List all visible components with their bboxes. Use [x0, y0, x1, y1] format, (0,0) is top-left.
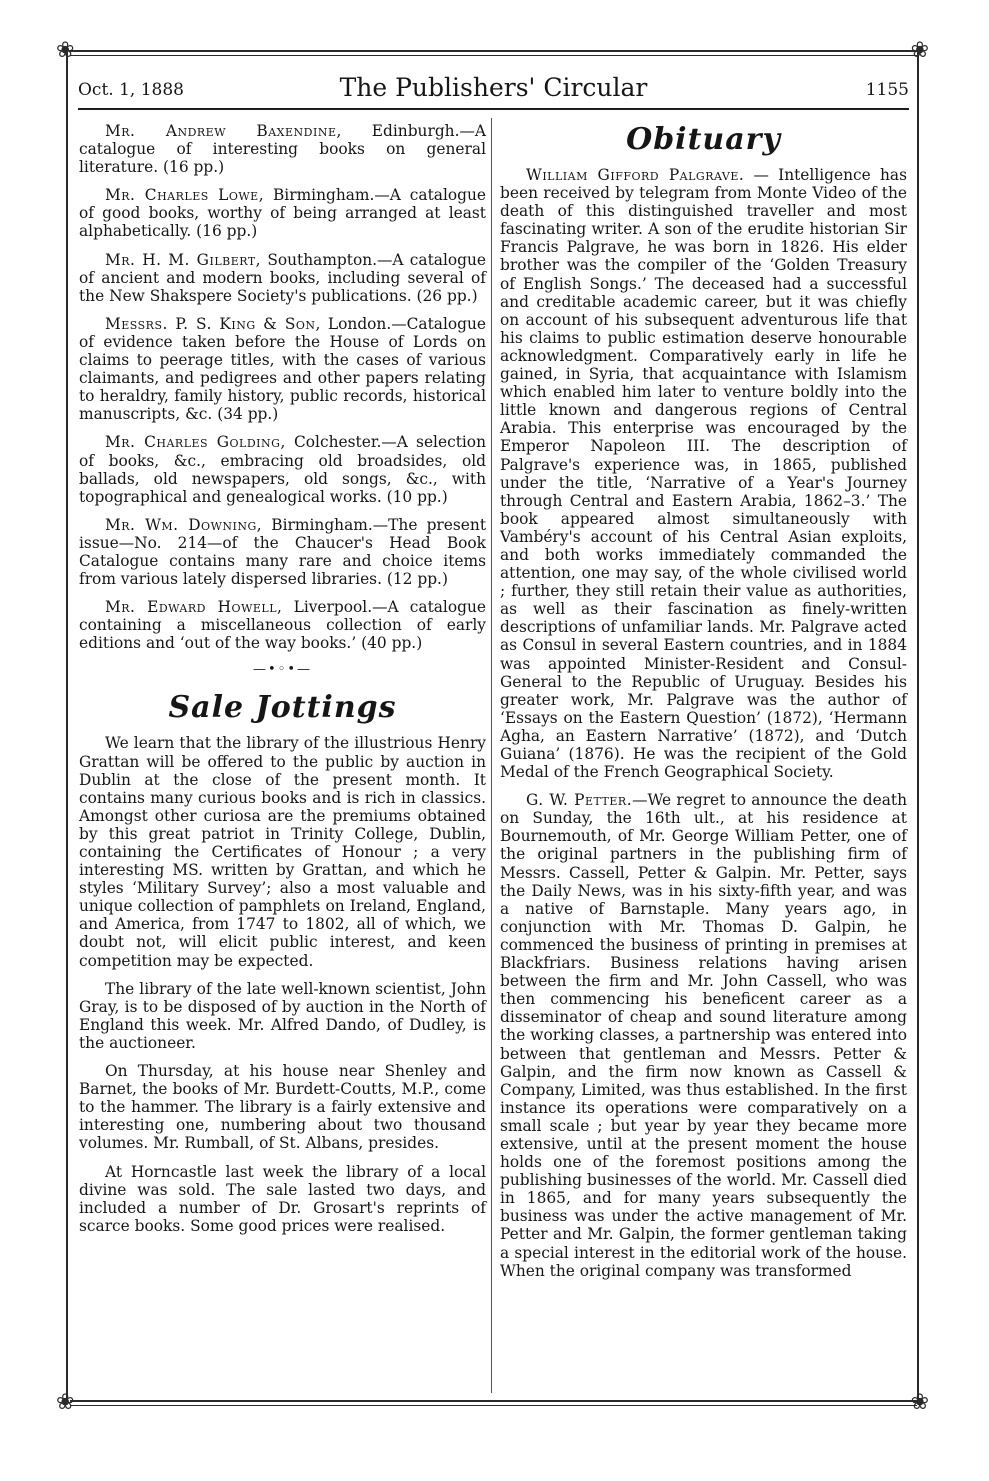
catalogue-bookseller: Mr. Wm. Downing,: [105, 515, 263, 534]
obituary-entry: [500, 166, 907, 781]
journal-title: The Publishers' Circular: [339, 73, 648, 102]
catalogue-bookseller: Mr. Andrew Baxendine,: [105, 122, 342, 140]
catalogue-text: Southampton.—A catalogue of ancient and modern books, including several of the New Shakspere Society's publications. (26 pp.): [79, 250, 487, 305]
column-divider: [491, 118, 492, 1393]
catalogue-bookseller: Mr. Edward Howell,: [105, 598, 283, 617]
frame-top-rule: [70, 50, 917, 52]
obituary-entry: [500, 791, 907, 1280]
section-divider-ornament: —•◦•—: [252, 662, 312, 678]
frame-bottom-rule: [70, 1400, 917, 1402]
obituary-subject: William Gifford Palgrave.: [526, 166, 745, 184]
catalogue-text: Edinburgh.—A catalogue of interesting books on general literature. (16 pp.): [79, 122, 486, 177]
corner-ornament-top-left: ❀: [56, 38, 75, 63]
catalogue-entry: [79, 598, 486, 652]
frame-left-rule: [66, 52, 68, 1404]
sale-jottings-paragraph: At Horncastle last week the library of a local divine was sold. The sale lasted two days, and included a number of Dr. Grosart's reprints of scarce books. Some good prices were realised.: [79, 1162, 486, 1235]
corner-ornament-top-right: ❀: [910, 38, 929, 63]
catalogue-list: [79, 122, 486, 652]
catalogue-bookseller: Messrs. P. S. King & Son,: [105, 314, 321, 333]
catalogue-entry: [79, 315, 486, 424]
running-header: [78, 74, 909, 104]
catalogue-entry: [79, 251, 486, 305]
catalogue-entry: [79, 186, 486, 240]
frame-right-rule: [917, 52, 919, 1404]
catalogue-bookseller: Mr. Charles Golding,: [105, 433, 286, 452]
catalogue-bookseller: Mr. H. M. Gilbert,: [105, 250, 262, 269]
sale-jottings-paragraph: We learn that the library of the illustrious Henry Grattan will be offered to the public by auction in Dublin at the close of the present month. It contains many curious books and is rich in classics. Amongst other curiosa are the premiums obtained by this great patriot in Trinity College, Dublin, containing the Certificates of Honour ; a very interesting MS. written by Grattan, and which he styles ‘Military Survey’; also a most valuable and unique collection of pamphlets on Ireland, England, and America, from 1747 to 1802, all of which, we doubt not, will elicit public interest, and keen competition may be expected.: [79, 734, 486, 970]
catalogue-text: Birmingham.—A catalogue of good books, worthy of being arranged at least alphabetically. (16 pp.): [79, 186, 487, 241]
catalogue-text: Colchester.—A selection of books, &c., embracing old broadsides, old ballads, old newspapers, old songs, &c., with topographical and genealogical works. (10 pp.): [79, 433, 486, 506]
left-column: [79, 122, 486, 1245]
catalogue-text: London.—Catalogue of evidence taken before the House of Lords on claims to peerage titles, with the cases of various claimants, and pedigrees and other papers relating to heraldry, family history, public records, historical manuscripts, &c. (34 pp.): [79, 314, 487, 424]
catalogue-entry: [79, 433, 486, 505]
catalogue-entry: [79, 516, 486, 588]
frame-top-rule-inner: [70, 55, 917, 56]
issue-date: Oct. 1, 1888: [78, 80, 184, 100]
sale-jottings-body: [79, 734, 486, 1234]
obituary-subject: G. W. Petter.: [526, 791, 633, 810]
catalogue-bookseller: Mr. Charles Lowe,: [105, 186, 265, 205]
obituary-text: —We regret to announce the death on Sunday, the 16th ult., at his residence at Bournemouth, of Mr. George William Petter, one of the original partners in the publishing firm of Messrs. Cassell, Petter & Galpin. Mr. Petter, says the Daily News, was in his sixty-fifth year, and was a native of Barnstaple. Many years ago, in conjunction with Mr. Thomas D. Galpin, he commenced the business of printing in premises at Blackfriars. Business relations having arisen between the firm and Mr. John Cassell, who was then commencing his beneficent career as a disseminator of cheap and sound literature among the working classes, a partnership was entered into between that gentleman and Messrs. Petter & Galpin, and the firm now known as Cassell & Company, Limited, was thus established. In the first instance its operations were comparatively on a small scale ; but year by year they became more extensive, until at the present moment the house holds one of the foremost positions among the publishing businesses of the world. Mr. Cassell died in 1865, and for many years subsequently the business was under the active management of Mr. Petter and Mr. Galpin, the former gentleman taking a special interest in the editorial work of the house. When the original company was transformed: [500, 791, 907, 1280]
header-rule: [78, 108, 909, 110]
catalogue-text: Birmingham.—The present issue—No. 214—of the Chaucer's Head Book Catalogue contains many rare and choice items from various lately dispersed libraries. (12 pp.): [79, 515, 486, 589]
sale-jottings-heading: Sale Jottings: [168, 690, 397, 726]
catalogue-text: Liverpool.—A catalogue containing a miscellaneous collection of early editions and ‘out of the way books.’ (40 pp.): [79, 598, 486, 653]
corner-ornament-bottom-left: ❀: [56, 1390, 75, 1415]
sale-jottings-paragraph: The library of the late well-known scientist, John Gray, is to be disposed of by auction in the North of England this week. Mr. Alfred Dando, of Dudley, is the auctioneer.: [79, 979, 486, 1052]
frame-bottom-rule-inner: [70, 1405, 917, 1406]
obituary-text: — Intelligence has been received by telegram from Monte Video of the death of this distinguished traveller and most fascinating writer. A son of the erudite historian Sir Francis Palgrave, he was born in 1826. His elder brother was the compiler of the ‘Golden Treasury of English Songs.’ The deceased had a successful and creditable academic career, but it was chiefly on account of his subsequent adventurous life that his claims to public estimation deserve honourable acknowledgment. Comparatively early in life he gained, in Syria, that acquaintance with Islamism which enabled him later to venture boldly into the little known and dangerous regions of Central Arabia. This enterprise was encouraged by the Emperor Napoleon III. The description of Palgrave's experience was, in 1865, published under the title, ‘Narrative of a Year's Journey through Central and Eastern Arabia, 1862–3.’ The book appeared almost simultaneously with Vambéry's account of his Central Asian exploits, and both works immediately commanded the attention, one may say, of the whole civilised world ; further, they still retain their value as authorities, as well as their fascination as finely-written descriptions of unfamiliar lands. Mr. Palgrave acted as Consul in several Eastern countries, and in 1884 was appointed Minister-Resident and Consul-General to the Republic of Uruguay. Besides his greater work, Mr. Palgrave was the author of ‘Essays on the Eastern Question’ (1872), ‘Hermann Agha, an Eastern Narrative’ (1872), and ‘Dutch Guiana’ (1876). He was the recipient of the Gold Medal of the French Geographical Society.: [500, 166, 907, 782]
page-number: 1155: [865, 80, 909, 100]
obituary-heading: Obituary: [626, 122, 781, 157]
catalogue-entry: [79, 122, 486, 176]
right-column: [500, 122, 907, 1290]
sale-jottings-paragraph: On Thursday, at his house near Shenley and Barnet, the books of Mr. Burdett-Coutts, M.P., come to the hammer. The library is a fairly extensive and interesting one, numbering about two thousand volumes. Mr. Rumball, of St. Albans, presides.: [79, 1062, 486, 1153]
corner-ornament-bottom-right: ❀: [910, 1390, 929, 1415]
